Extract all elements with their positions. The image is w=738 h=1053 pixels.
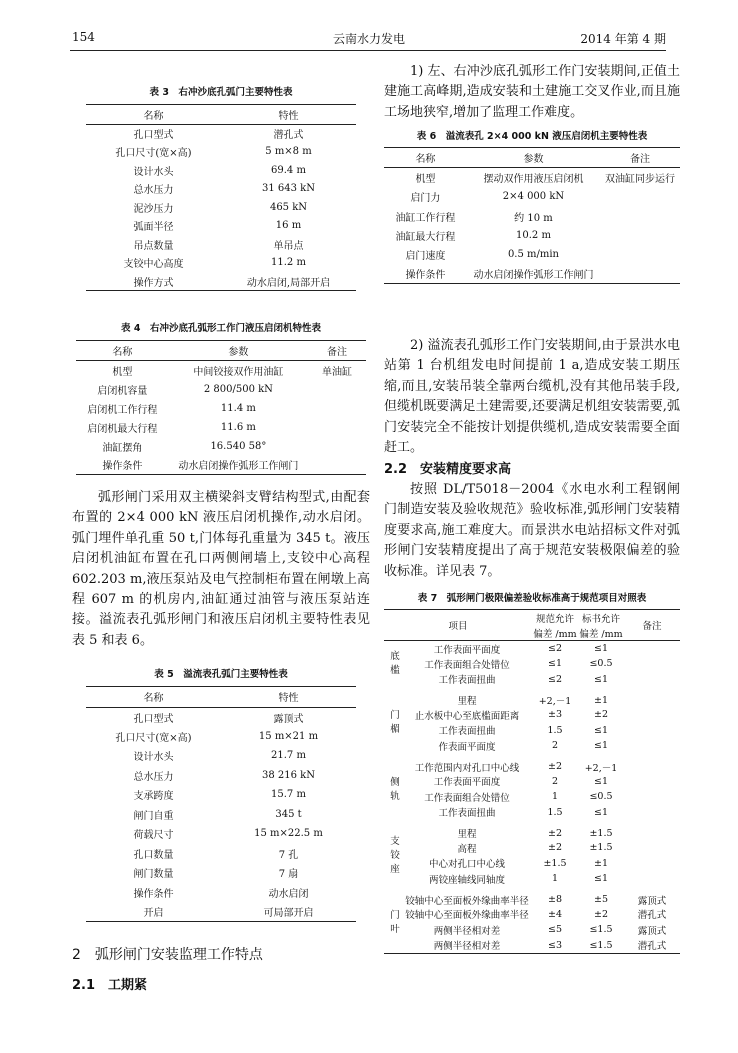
table-row bbox=[384, 672, 680, 688]
table-cell: ±1.5 bbox=[589, 842, 613, 854]
table-cell bbox=[600, 245, 680, 264]
table5-caption: 表 5 溢流表孔弧门主要特性表 bbox=[154, 669, 288, 680]
table-cell: 工作表面平面度 bbox=[433, 777, 501, 789]
table-row bbox=[86, 902, 356, 922]
table5-block bbox=[72, 666, 370, 922]
table-cell: 11.2 m bbox=[271, 257, 306, 269]
header-rule bbox=[70, 50, 666, 51]
table-row bbox=[86, 143, 356, 162]
table-row bbox=[76, 399, 366, 418]
table-cell: 操作条件 bbox=[405, 270, 446, 282]
table-cell: 工作表面扭曲 bbox=[438, 726, 496, 738]
table-cell: 345 t bbox=[275, 808, 302, 820]
table-cell: 2 bbox=[551, 775, 559, 787]
table-cell: 油缸摆角 bbox=[102, 442, 143, 454]
table-cell: 15.7 m bbox=[271, 789, 306, 801]
paragraph: 弧形闸门采用双主横梁斜支臂结构型式,由配套布置的 2×4 000 kN 液压启闭机操作,动水启闭。弧门埋件单孔重 50 t,门体每孔重量为 345 t。液压启闭机油缸布置在孔口两侧闸墙上,支铰中心高程 602.203 m,液压泵站及电气控制柜布置在闸墩上高程 607 m 的机房内,油缸通过油管与液压泵站连接。溢流表孔弧形闸门和液压启闭机主要特性表见表 5 和表 6。 bbox=[72, 490, 370, 648]
table-cell bbox=[308, 380, 366, 399]
table-row bbox=[384, 656, 680, 672]
col-header: 特性 bbox=[221, 687, 356, 708]
table-cell: 总水压力 bbox=[133, 185, 174, 197]
table7 bbox=[384, 609, 680, 954]
table-cell: 里程 bbox=[457, 696, 477, 707]
table-cell: 设计水头 bbox=[133, 752, 174, 764]
table-cell: 潜孔式 bbox=[637, 941, 667, 952]
table-cell: 止水板中心至底槛面距离 bbox=[414, 710, 520, 722]
table-cell: 铰轴中心至面板外缘曲率半径 bbox=[405, 895, 529, 907]
table-row bbox=[76, 418, 366, 437]
col-header: 参数 bbox=[467, 148, 600, 168]
table-cell: 启闭机容量 bbox=[97, 385, 148, 397]
table-cell: 工作表面组合处错位 bbox=[424, 659, 510, 671]
table-row bbox=[86, 863, 356, 883]
table-cell: 中心对孔口中心线 bbox=[428, 859, 505, 871]
table-cell: 闸门自重 bbox=[133, 810, 174, 822]
table-cell: 两侧半径相对差 bbox=[433, 925, 501, 937]
table-cell: ±2 bbox=[547, 842, 562, 854]
table-cell: ±1 bbox=[593, 694, 608, 706]
table-cell: 两侧半径相对差 bbox=[433, 941, 501, 952]
table-cell: 7 扇 bbox=[278, 869, 299, 881]
table-cell bbox=[624, 672, 680, 688]
table-cell: 启门速度 bbox=[405, 251, 446, 263]
table-cell: 潜孔式 bbox=[637, 910, 667, 922]
table-row bbox=[384, 226, 680, 245]
table-cell: ≤1 bbox=[593, 724, 608, 736]
table-row bbox=[86, 235, 356, 254]
table-cell: 高程 bbox=[457, 843, 477, 855]
table-cell: 1 bbox=[551, 873, 559, 885]
col-header: 特性 bbox=[221, 105, 356, 125]
group-label: 侧轨 bbox=[390, 776, 400, 802]
table-cell: 机型 bbox=[112, 366, 133, 378]
table-cell: ±2 bbox=[547, 761, 562, 772]
table-row bbox=[76, 361, 366, 380]
table-cell: 设计水头 bbox=[133, 166, 174, 178]
table-cell: 11.6 m bbox=[220, 421, 256, 433]
table-cell bbox=[624, 805, 680, 821]
table-row bbox=[384, 245, 680, 264]
table-cell bbox=[624, 656, 680, 672]
table-cell: 双油缸同步运行 bbox=[605, 174, 676, 186]
table6-caption: 表 6 溢流表孔 2×4 000 kN 液压启闭机主要特性表 bbox=[416, 131, 648, 142]
table-cell: 孔口尺寸(宽×高) bbox=[115, 732, 192, 744]
table-cell: 动水启闭操作弧形工作闸门 bbox=[178, 461, 299, 473]
table-cell: ≤1.5 bbox=[589, 939, 613, 951]
table-cell: 两铰座轴线同轴度 bbox=[428, 874, 505, 886]
table-cell: 油缸最大行程 bbox=[395, 231, 456, 243]
table-cell: 孔口型式 bbox=[133, 713, 174, 725]
table-cell: 孔口数量 bbox=[133, 849, 174, 861]
table-row bbox=[86, 217, 356, 236]
table-cell: 2 bbox=[551, 740, 559, 752]
table-cell bbox=[624, 789, 680, 805]
table4-caption: 表 4 右冲沙底孔弧形工作门液压启闭机特性表 bbox=[121, 323, 321, 334]
table-row bbox=[86, 707, 356, 727]
table-cell: 里程 bbox=[457, 829, 477, 840]
table5 bbox=[86, 686, 356, 922]
table-cell: 露顶式 bbox=[273, 713, 304, 725]
col-header: 名称 bbox=[384, 148, 467, 168]
paragraph: 1) 左、右冲沙底孔弧形工作门安装期间,正值土建施工高峰期,造成安装和土建施工交叉作业,而且施工场地狭窄,增加了监理工作难度。 bbox=[384, 64, 680, 120]
table-cell bbox=[624, 687, 680, 707]
table-row bbox=[86, 844, 356, 864]
table-row bbox=[86, 883, 356, 903]
table-row bbox=[86, 254, 356, 273]
table-row bbox=[86, 161, 356, 180]
table-cell: 油缸工作行程 bbox=[395, 212, 456, 224]
table-cell: 孔口尺寸(宽×高) bbox=[115, 148, 192, 160]
table-cell: ≤1 bbox=[593, 775, 608, 787]
table-cell bbox=[308, 399, 366, 418]
table-cell: 约 10 m bbox=[514, 212, 553, 224]
table-cell: ±1.5 bbox=[543, 857, 567, 869]
table-row bbox=[86, 766, 356, 786]
table-cell: 2 800/500 kN bbox=[203, 383, 273, 395]
table-cell: ≤1 bbox=[593, 643, 608, 654]
table-cell: 启闭机最大行程 bbox=[87, 423, 158, 435]
table-row bbox=[384, 774, 680, 790]
col-header: 名称 bbox=[76, 341, 169, 361]
table4 bbox=[76, 340, 366, 475]
table3 bbox=[86, 104, 356, 291]
table-row bbox=[384, 887, 680, 907]
table-cell bbox=[624, 820, 680, 840]
col-header: 参数 bbox=[169, 341, 308, 361]
table-cell bbox=[624, 723, 680, 739]
table-row bbox=[86, 785, 356, 805]
table-cell: 中间铰接双作用油缸 bbox=[193, 366, 284, 378]
table-row bbox=[384, 206, 680, 225]
table-row bbox=[384, 168, 680, 187]
table-row bbox=[384, 738, 680, 754]
table-cell: 单吊点 bbox=[273, 240, 304, 252]
table6-block bbox=[384, 128, 680, 284]
table-cell: 15 m×21 m bbox=[258, 730, 319, 742]
table-cell: 泥沙压力 bbox=[133, 203, 174, 215]
right-para-1 bbox=[384, 62, 680, 123]
table-cell bbox=[624, 856, 680, 872]
table3-block bbox=[72, 84, 370, 291]
table-cell bbox=[308, 418, 366, 437]
table-cell bbox=[600, 187, 680, 206]
table-cell: 465 kN bbox=[269, 201, 308, 213]
table-cell: 5 m×8 m bbox=[265, 146, 312, 158]
table-row bbox=[384, 754, 680, 774]
table-cell: 摆动双作用液压启闭机 bbox=[483, 174, 584, 186]
table-cell bbox=[624, 774, 680, 790]
table-cell: ≤1 bbox=[593, 740, 608, 752]
table-cell: ≤2 bbox=[547, 643, 562, 654]
table-cell: ≤5 bbox=[547, 924, 562, 936]
table-row bbox=[384, 820, 680, 840]
table-row bbox=[384, 805, 680, 821]
col-header-item: 项目 bbox=[384, 610, 532, 641]
table-cell: ≤3 bbox=[547, 939, 562, 951]
right-para-2 bbox=[384, 336, 680, 458]
table-cell: ±2 bbox=[547, 827, 562, 839]
table-cell bbox=[624, 738, 680, 754]
table-cell: 启闭机工作行程 bbox=[87, 404, 158, 416]
table4-block bbox=[72, 320, 370, 475]
table-cell: ≤1 bbox=[593, 806, 608, 818]
col-header: 备注 bbox=[600, 148, 680, 168]
table-cell: 1.5 bbox=[547, 724, 563, 736]
table-cell: 38 216 kN bbox=[262, 769, 315, 781]
table-row bbox=[76, 380, 366, 399]
table-cell bbox=[600, 264, 680, 283]
paragraph: 2) 溢流表孔弧形工作门安装期间,由于景洪水电站第 1 台机组发电时间提前 1 a,造成安装工期压缩,而且,安装吊装全靠两台缆机,没有其他吊装手段,但缆机既要满足土建需要,还要满足机组安装需要,弧门安装完全不能按计划提供缆机,造成安装需要全面赶工。 bbox=[384, 338, 680, 456]
table-cell: ≤1.5 bbox=[589, 924, 613, 936]
right-para-3 bbox=[384, 480, 680, 582]
table-cell: ≤2 bbox=[547, 673, 562, 685]
table-cell: ±8 bbox=[547, 894, 562, 905]
table-cell: ≤0.5 bbox=[589, 791, 613, 803]
page-number: 154 bbox=[72, 30, 95, 44]
table-cell: ±2 bbox=[593, 908, 608, 920]
table-cell: 吊点数量 bbox=[133, 240, 174, 252]
table-cell bbox=[624, 840, 680, 856]
table-cell: 动水启闭,局部开启 bbox=[246, 277, 331, 289]
table-row bbox=[384, 723, 680, 739]
table-cell: ≤1 bbox=[547, 658, 562, 670]
col-header-spec: 规范允许 bbox=[535, 613, 574, 625]
table-row bbox=[86, 824, 356, 844]
table-cell: 工作表面平面度 bbox=[433, 644, 501, 656]
group-label: 门叶 bbox=[390, 909, 400, 935]
table-cell: 2×4 000 kN bbox=[502, 191, 565, 203]
issue-label: 2014 年第 4 期 bbox=[580, 32, 666, 46]
table-cell: 作表面平面度 bbox=[438, 741, 496, 753]
table-cell: ±4 bbox=[547, 908, 562, 920]
table-cell: +2,－1 bbox=[538, 696, 572, 707]
col-header: 备注 bbox=[308, 341, 366, 361]
table-row bbox=[86, 124, 356, 143]
table-cell: +2,－1 bbox=[584, 762, 618, 774]
table-cell: 开启 bbox=[143, 908, 164, 919]
table-cell bbox=[624, 707, 680, 723]
table-cell: 7 孔 bbox=[278, 849, 299, 861]
table-row bbox=[86, 272, 356, 291]
table-row bbox=[76, 437, 366, 456]
group-label: 底槛 bbox=[390, 651, 400, 676]
table-cell: 可局部开启 bbox=[263, 908, 314, 919]
section-2-2-heading: 2.2 安装精度要求高 bbox=[384, 462, 512, 477]
table-cell: 15 m×22.5 m bbox=[254, 828, 323, 840]
table-row bbox=[384, 871, 680, 887]
journal-name: 云南水力发电 bbox=[332, 32, 405, 46]
table-cell: 动水启闭 bbox=[268, 888, 309, 900]
table-row bbox=[384, 707, 680, 723]
table3-caption: 表 3 右冲沙底孔弧门主要特性表 bbox=[149, 87, 293, 98]
table-row bbox=[384, 264, 680, 283]
table-cell: ±5 bbox=[593, 894, 608, 905]
table-cell: 操作条件 bbox=[133, 888, 174, 900]
table-cell: 21.7 m bbox=[271, 750, 306, 762]
table-cell: ±3 bbox=[547, 709, 562, 721]
table-cell: 支承跨度 bbox=[133, 791, 174, 803]
col-header-bid: 标书允许 bbox=[581, 613, 620, 625]
table-cell: ≤1 bbox=[593, 673, 608, 685]
table-cell: 工作表面扭曲 bbox=[438, 808, 496, 820]
table-cell bbox=[308, 456, 366, 475]
table-cell: 荷载尺寸 bbox=[133, 830, 174, 842]
table-row bbox=[86, 198, 356, 217]
table-cell bbox=[624, 871, 680, 887]
table-cell: 孔口型式 bbox=[133, 130, 174, 141]
table-row bbox=[384, 938, 680, 954]
table-cell: 操作条件 bbox=[102, 461, 143, 473]
table-cell: 10.2 m bbox=[516, 229, 551, 241]
table-row bbox=[384, 840, 680, 856]
table-cell: 机型 bbox=[415, 174, 436, 186]
table-cell: 69.4 m bbox=[271, 164, 306, 176]
table-row bbox=[86, 805, 356, 825]
col-header-bid-unit: 偏差 /mm bbox=[578, 625, 624, 641]
table-cell: 1.5 bbox=[547, 806, 563, 818]
table-cell: ±2 bbox=[593, 709, 608, 721]
table-cell bbox=[308, 437, 366, 456]
table-cell bbox=[624, 754, 680, 774]
table-cell: ≤0.5 bbox=[589, 658, 613, 670]
table-cell: 工作范围内对孔口中心线 bbox=[414, 762, 520, 774]
left-body-text bbox=[72, 488, 370, 651]
table-cell: ≤1 bbox=[593, 873, 608, 885]
table-row bbox=[76, 456, 366, 475]
group-label: 门楣 bbox=[390, 710, 400, 736]
table7-caption: 表 7 弧形闸门极限偏差验收标准高于规范项目对照表 bbox=[417, 593, 647, 604]
table-cell: ±1.5 bbox=[589, 827, 613, 839]
table-row bbox=[384, 641, 680, 657]
table-row bbox=[384, 856, 680, 872]
group-label: 支铰座 bbox=[390, 836, 400, 876]
table-cell: 工作表面扭曲 bbox=[438, 675, 496, 687]
table-row bbox=[384, 907, 680, 923]
table-row bbox=[384, 187, 680, 206]
table-row bbox=[384, 789, 680, 805]
table-cell: 0.5 m/min bbox=[507, 249, 559, 261]
table-cell: 11.4 m bbox=[220, 402, 256, 414]
table-cell bbox=[624, 641, 680, 657]
col-header-spec-unit: 偏差 /mm bbox=[532, 625, 578, 641]
table-cell: 露顶式 bbox=[637, 925, 667, 937]
table-row bbox=[86, 180, 356, 199]
table-cell: ±1 bbox=[593, 857, 608, 869]
table-cell: 31 643 kN bbox=[262, 183, 315, 195]
table-cell bbox=[600, 206, 680, 225]
table-cell: 闸门数量 bbox=[133, 869, 174, 881]
table-cell bbox=[600, 226, 680, 245]
table-cell: 1 bbox=[551, 791, 559, 803]
table-cell: 铰轴中心至面板外缘曲率半径 bbox=[405, 910, 529, 922]
table7-block bbox=[384, 590, 680, 954]
section-2-1-heading: 2.1 工期紧 bbox=[72, 978, 148, 993]
paragraph: 按照 DL/T5018－2004《水电水利工程钢闸门制造安装及验收规范》验收标准,弧形闸门安装精度要求高,施工难度大。而景洪水电站招标文件对弧形闸门安装精度提出了高于规范安装极限偏差的验收标准。详见表 7。 bbox=[384, 482, 680, 579]
table-cell: 弧面半径 bbox=[133, 222, 174, 234]
table-row bbox=[86, 727, 356, 747]
table-row bbox=[86, 746, 356, 766]
col-header-note: 备注 bbox=[624, 610, 680, 641]
table-cell: 潜孔式 bbox=[273, 130, 304, 141]
table-cell: 操作方式 bbox=[133, 277, 174, 289]
table6 bbox=[384, 147, 680, 284]
col-header: 名称 bbox=[86, 687, 221, 708]
table-cell: 16 m bbox=[275, 220, 302, 232]
table-cell: 总水压力 bbox=[133, 771, 174, 783]
table-row bbox=[384, 922, 680, 938]
col-header: 名称 bbox=[86, 105, 221, 125]
table-cell: 启门力 bbox=[410, 193, 441, 205]
table-cell: 支铰中心高度 bbox=[123, 259, 184, 271]
table-row bbox=[384, 687, 680, 707]
table-cell: 16.540 58° bbox=[210, 440, 267, 452]
table-cell: 动水启闭操作弧形工作闸门 bbox=[473, 270, 594, 282]
table-cell: 单油缸 bbox=[321, 366, 352, 378]
table-cell: 工作表面组合处错位 bbox=[424, 792, 510, 804]
section-2-heading: 2 弧形闸门安装监理工作特点 bbox=[72, 947, 263, 963]
table-cell: 露顶式 bbox=[637, 895, 667, 907]
